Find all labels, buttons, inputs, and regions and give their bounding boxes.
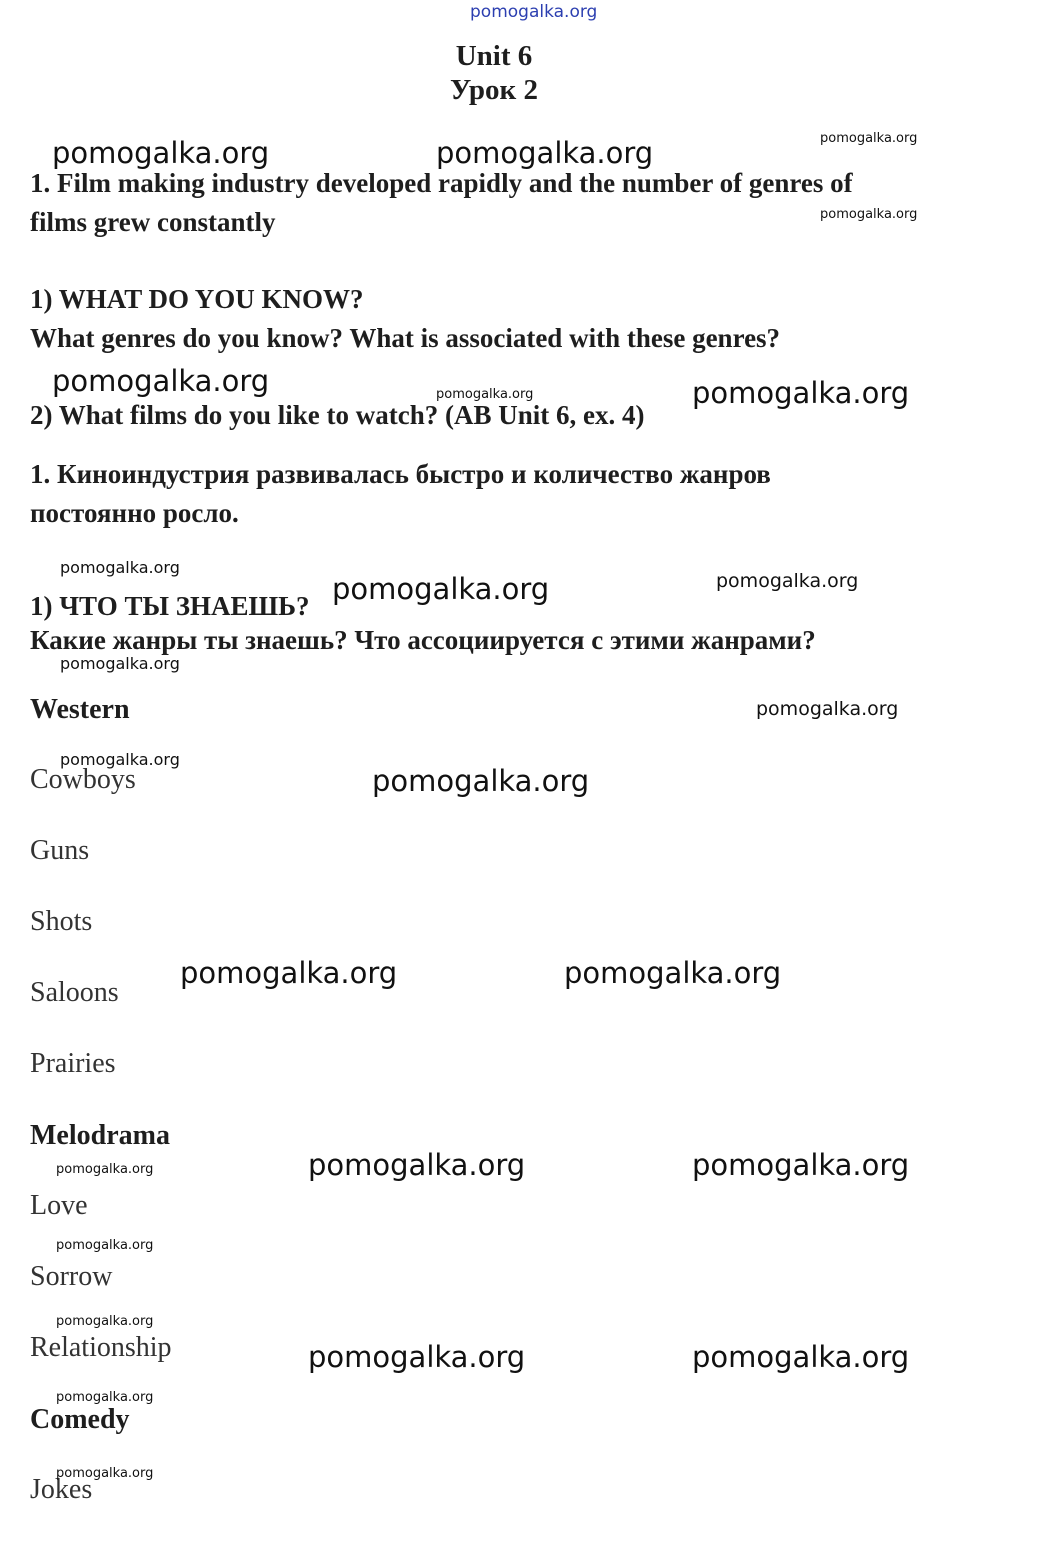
exercise-heading-en-line-2: films grew constantly	[30, 207, 276, 237]
genre-comedy: Comedy	[30, 1404, 130, 1435]
watermark: pomogalka.org	[56, 1466, 154, 1481]
task1-question-en: What genres do you know? What is associated with these genres?	[30, 323, 781, 353]
melodrama-item: Relationship	[30, 1332, 172, 1363]
watermark: pomogalka.org	[56, 1238, 154, 1253]
watermark: pomogalka.org	[52, 136, 270, 170]
watermark: pomogalka.org	[60, 558, 180, 577]
western-item: Saloons	[30, 977, 119, 1008]
western-item: Prairies	[30, 1048, 116, 1079]
genre-melodrama: Melodrama	[30, 1120, 170, 1151]
site-watermark-top[interactable]: pomogalka.org	[470, 2, 598, 22]
watermark: pomogalka.org	[56, 1314, 154, 1329]
watermark: pomogalka.org	[716, 570, 859, 592]
exercise-heading-ru-line-1: 1. Киноиндустрия развивалась быстро и количество жанров	[30, 459, 771, 489]
watermark: pomogalka.org	[60, 654, 180, 673]
lesson-title: Урок 2	[450, 74, 538, 106]
watermark: pomogalka.org	[60, 750, 180, 769]
task1-title-ru: 1) ЧТО ТЫ ЗНАЕШЬ?	[30, 591, 310, 621]
watermark: pomogalka.org	[436, 136, 654, 170]
unit-title: Unit 6	[455, 40, 533, 72]
exercise-heading-ru-line-2: постоянно росло.	[30, 498, 239, 528]
task1-question-ru: Какие жанры ты знаешь? Что ассоциируется с этими жанрами?	[30, 625, 816, 655]
watermark: pomogalka.org	[820, 131, 918, 146]
genre-western: Western	[30, 694, 130, 725]
task1-title-en: 1) WHAT DO YOU KNOW?	[30, 284, 364, 314]
watermark: pomogalka.org	[756, 698, 899, 720]
watermark: pomogalka.org	[308, 1340, 526, 1374]
watermark: pomogalka.org	[564, 956, 782, 990]
melodrama-item: Love	[30, 1190, 88, 1221]
exercise-heading-en-line-1: 1. Film making industry developed rapidly and the number of genres of	[30, 168, 853, 198]
watermark: pomogalka.org	[372, 764, 590, 798]
task2-en: 2) What films do you like to watch? (AB Unit 6, ex. 4)	[30, 400, 645, 430]
watermark: pomogalka.org	[56, 1390, 154, 1405]
watermark: pomogalka.org	[332, 572, 550, 606]
watermark: pomogalka.org	[52, 364, 270, 398]
western-item: Cowboys	[30, 764, 136, 795]
watermark: pomogalka.org	[436, 387, 534, 402]
melodrama-item: Sorrow	[30, 1261, 113, 1292]
comedy-item: Jokes	[30, 1474, 93, 1505]
western-item: Shots	[30, 906, 93, 937]
watermark: pomogalka.org	[56, 1162, 154, 1177]
watermark: pomogalka.org	[180, 956, 398, 990]
watermark: pomogalka.org	[692, 376, 910, 410]
watermark: pomogalka.org	[308, 1148, 526, 1182]
western-item: Guns	[30, 835, 90, 866]
watermark: pomogalka.org	[692, 1340, 910, 1374]
watermark: pomogalka.org	[820, 207, 918, 222]
watermark: pomogalka.org	[692, 1148, 910, 1182]
